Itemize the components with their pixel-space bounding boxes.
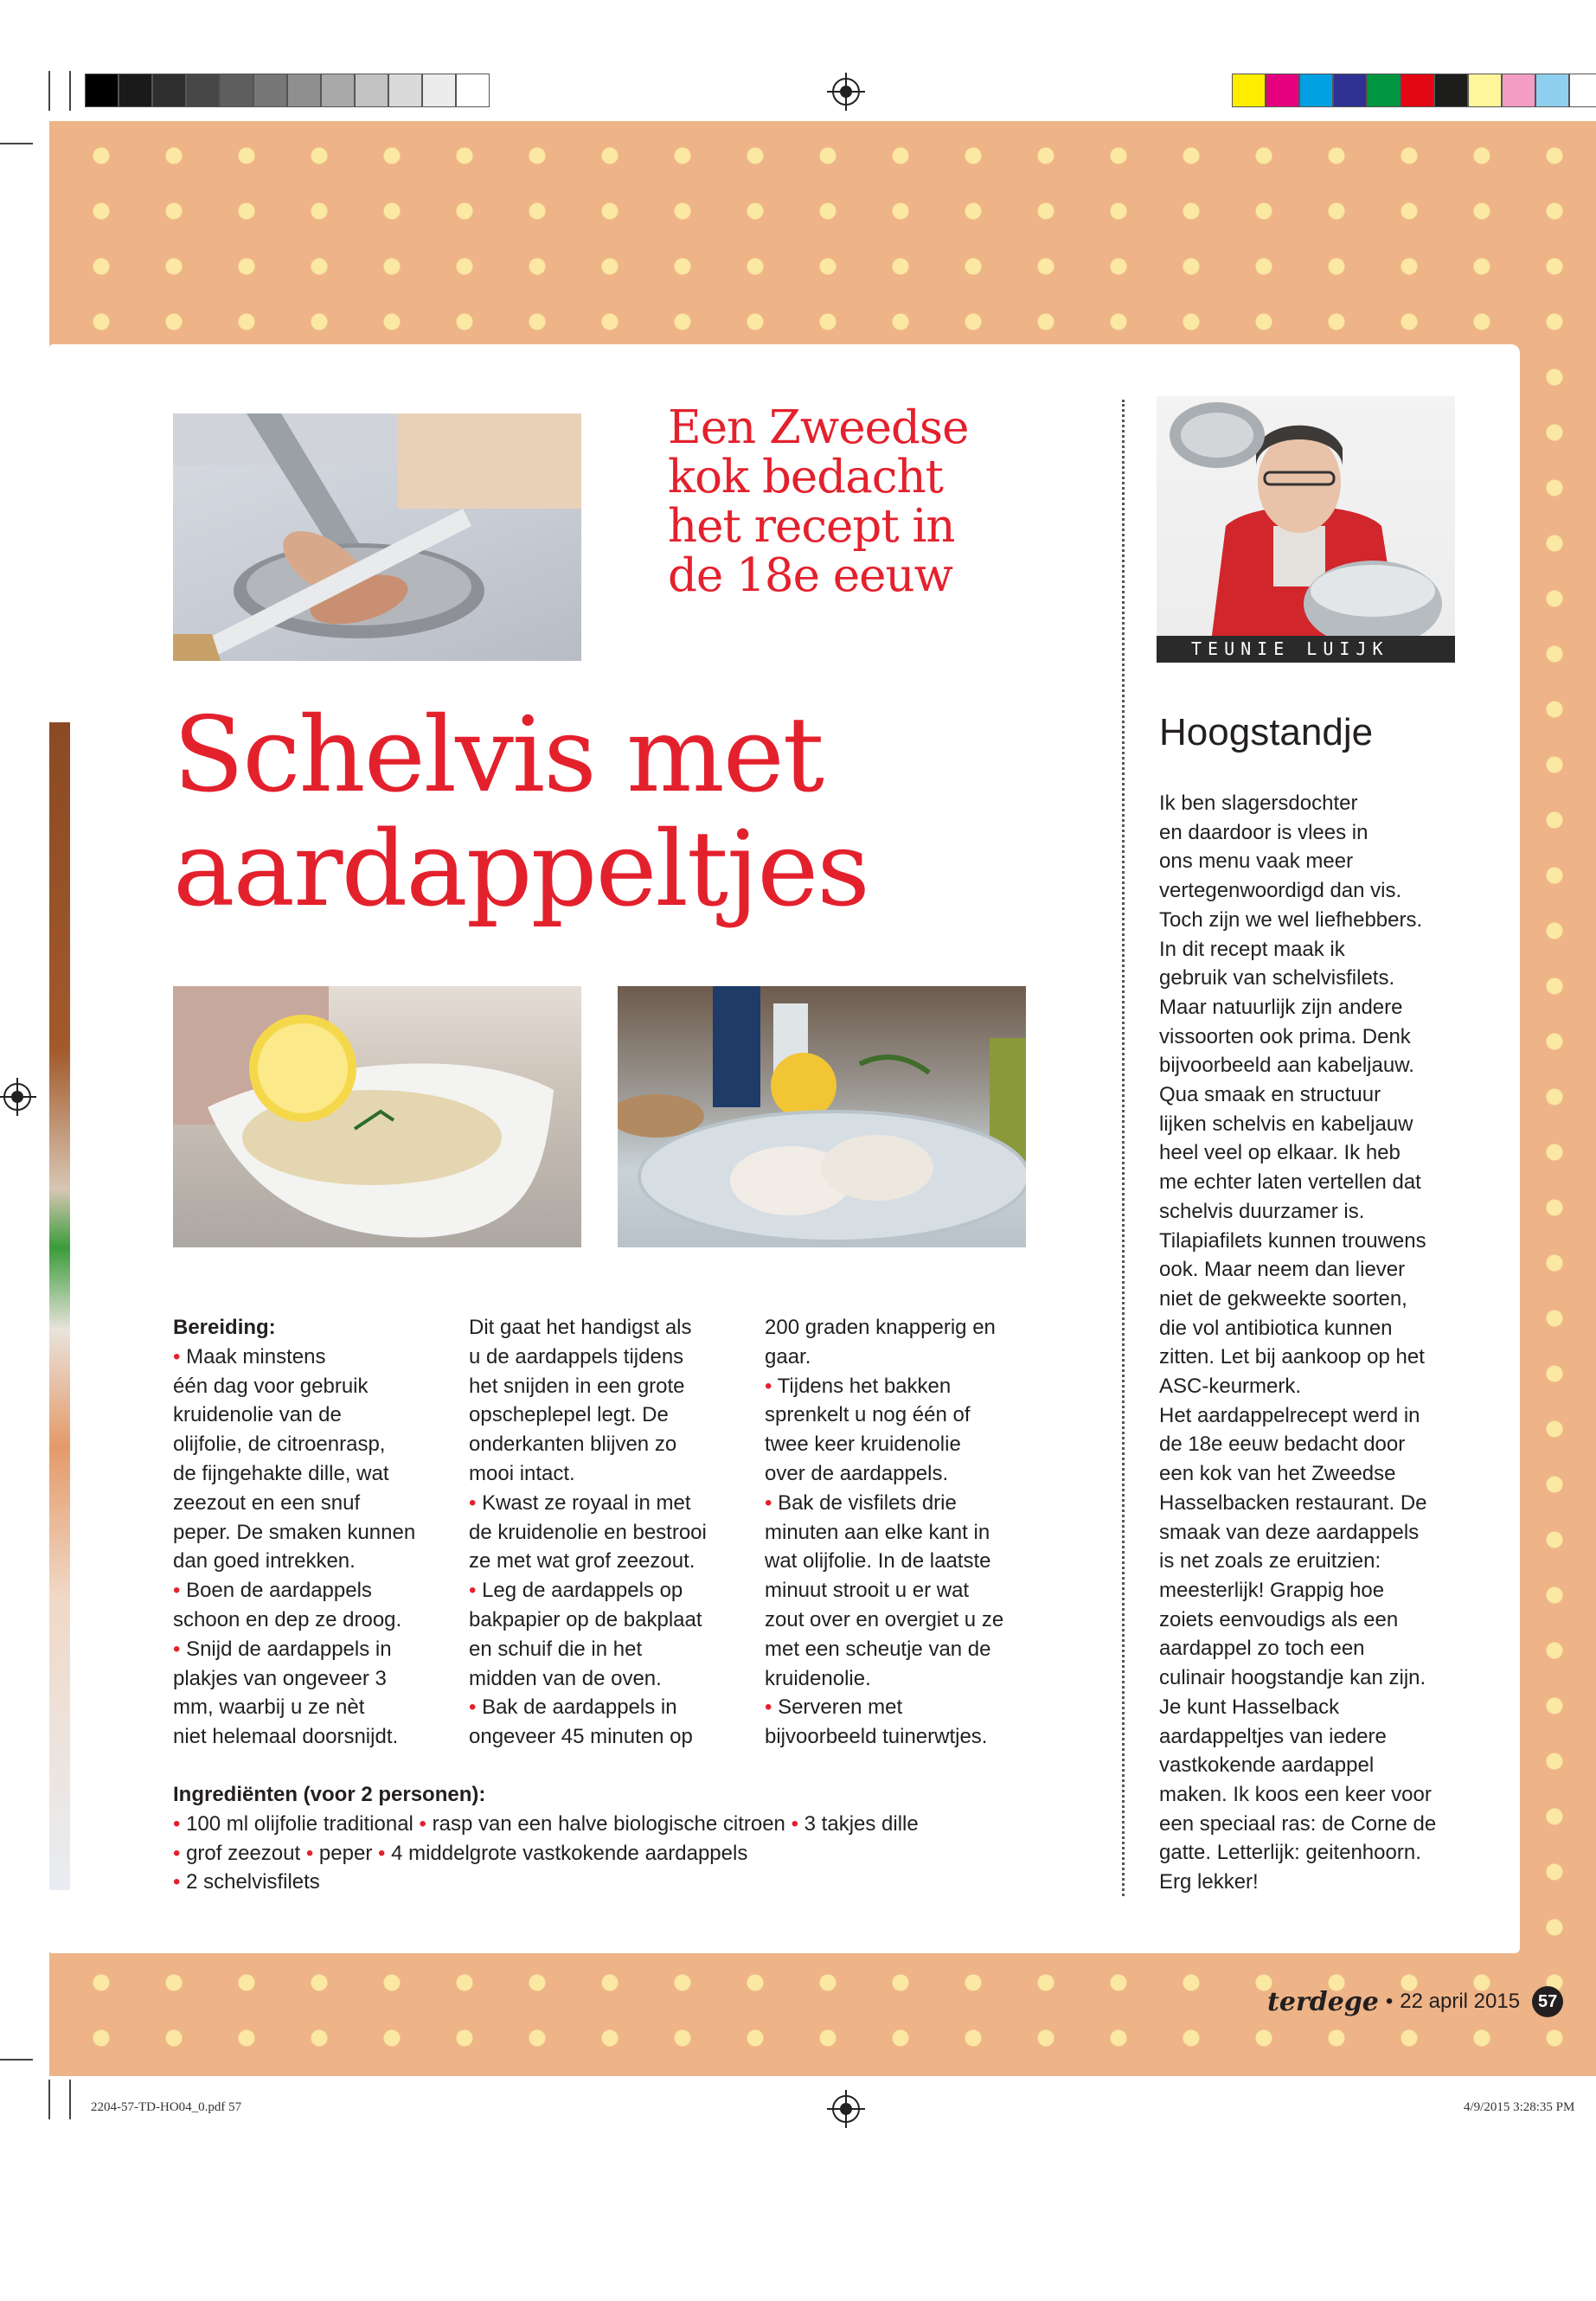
bereiding-line [765,1606,1050,1635]
column-divider [1122,400,1125,1896]
bereiding-line [469,1489,754,1518]
bullet-icon: • [469,1695,483,1720]
bereiding-line [173,1693,458,1722]
sidebar-line: aardappel zo toch een [1159,1637,1365,1661]
bereiding-line [765,1343,1050,1372]
sidebar-line: heel veel op elkaar. Ik heb [1159,1141,1401,1165]
bereiding-line [173,1343,458,1372]
bereiding-text: mooi intact. [469,1461,575,1485]
bereiding-text: wat olijfolie. In de laatste [765,1549,991,1574]
kicker-line: het recept in [668,500,955,553]
bereiding-line [469,1635,754,1664]
bereiding-line [469,1343,754,1372]
bereiding-line [173,1635,458,1664]
bullet-icon: • [413,1811,433,1836]
crop-mark [48,2080,50,2119]
bereiding-text: onderkanten blijven zo [469,1433,677,1457]
sidebar-line: ASC-keurmerk. [1159,1375,1302,1399]
footer-separator: • [1385,1990,1394,2013]
ingredients-line [173,1839,1107,1868]
bereiding-line [173,1489,458,1518]
sidebar-line: zoiets eenvoudigs als een [1159,1607,1399,1631]
bereiding-line [469,1664,754,1694]
bereiding-heading: Bereiding: [173,1316,276,1339]
bereiding-text: 200 graden knapperig en [765,1316,996,1339]
sidebar-line: lijken schelvis en kabeljauw [1159,1112,1413,1136]
bereiding-line [765,1664,1050,1694]
bereiding-line [469,1576,754,1606]
article-title [173,695,1090,930]
ingredients-block [173,1780,1107,1897]
bereiding-text: midden van de oven. [469,1666,662,1690]
bullet-icon: • [173,1344,187,1368]
potato-knife-photo [173,413,581,661]
bereiding-text: zeezout en een snuf [173,1490,361,1515]
color-bar [1232,74,1596,107]
print-slug-file: 2204-57-TD-HO04_0.pdf 57 [91,2100,242,2114]
sidebar-line: zitten. Let bij aankoop op het [1159,1345,1425,1369]
sidebar-line: een kok van het Zweedse [1159,1462,1396,1486]
bereiding-text: Bak de aardappels in [482,1695,677,1720]
kicker-line: de 18e eeuw [668,549,953,602]
bereiding-line [173,1547,458,1576]
sidebar-line: en daardoor is vlees in [1159,820,1368,844]
page-number: 57 [1532,1986,1563,2017]
bullet-icon: • [765,1695,779,1720]
sidebar-line: smaak van deze aardappels [1159,1520,1420,1544]
bullet-icon: • [765,1374,778,1398]
sidebar-line: niet de gekweekte soorten, [1159,1286,1407,1311]
grayscale-bar [85,74,490,107]
bullet-icon: • [300,1841,319,1865]
ingredient-item: peper [318,1841,373,1865]
bereiding-text: twee keer kruidenolie [765,1433,961,1457]
sidebar-line: gatte. Letterlijk: geitenhoorn. [1159,1841,1421,1865]
sidebar-line: Ik ben slagersdochter [1159,792,1358,815]
bereiding-text: u de aardappels tijdens [469,1344,684,1368]
bereiding-line [173,1722,458,1752]
kicker-line: Een Zweedse [668,401,969,454]
bereiding-line [173,1606,458,1635]
bereiding-line [765,1400,1050,1430]
kicker-headline [668,403,1031,600]
bereiding-line [469,1430,754,1459]
sidebar-line: culinair hoogstandje kan zijn. [1159,1666,1426,1690]
bereiding-line [173,1518,458,1548]
sidebar-body [1159,789,1488,1897]
sidebar-line: In dit recept maak ik [1159,937,1345,961]
bereiding-text: kruidenolie van de [173,1403,342,1427]
sidebar-line: Tilapiafilets kunnen trouwens [1159,1228,1426,1253]
left-edge-photo [49,722,70,1890]
bullet-icon: • [173,1637,187,1661]
sidebar-line: aardappeltjes van iedere [1159,1724,1387,1748]
bereiding-line [469,1459,754,1489]
bullet-icon: • [173,1811,187,1836]
bereiding-text: over de aardappels. [765,1461,949,1485]
ingredients-line [173,1868,1107,1897]
crop-mark [0,2059,33,2061]
sidebar-line: vertegenwoordigd dan vis. [1159,879,1402,903]
sidebar-line: ons menu vaak meer [1159,849,1354,874]
sidebar-line: vissoorten ook prima. Denk [1159,1024,1411,1048]
bereiding-column-1 [173,1313,458,1752]
bereiding-column-2 [469,1313,754,1752]
title-line: Schelvis met [173,695,824,816]
bereiding-line [469,1313,754,1343]
bereiding-text: de kruidenolie en bestrooi [469,1520,707,1544]
bereiding-line [469,1400,754,1430]
bereiding-text: opscheplepel legt. De [469,1403,669,1427]
bereiding-text: Boen de aardappels [186,1579,372,1603]
bullet-icon: • [785,1811,804,1836]
bereiding-line [173,1400,458,1430]
bereiding-text: gaar. [765,1344,811,1368]
bullet-icon: • [173,1870,187,1894]
bereiding-text: Serveren met [778,1695,903,1720]
bereiding-text: Snijd de aardappels in [186,1637,392,1661]
bereiding-text: ongeveer 45 minuten op [469,1725,693,1749]
ingredients-line [173,1810,1107,1839]
title-line: aardappeltjes [173,810,869,930]
bereiding-text: sprenkelt u nog één of [765,1403,971,1427]
ingredient-item: 2 schelvisfilets [186,1870,320,1894]
sidebar-line: Qua smaak en structuur [1159,1083,1381,1107]
sidebar-line: me echter laten vertellen dat [1159,1170,1421,1195]
bereiding-line [173,1372,458,1401]
bereiding-line [765,1635,1050,1664]
issue-date: 22 april 2015 [1400,1990,1521,2013]
ingredient-item: grof zeezout [186,1841,301,1865]
registration-mark [832,78,860,106]
sidebar-line: meesterlijk! Grappig hoe [1159,1578,1385,1602]
bereiding-text: peper. De smaken kunnen [173,1520,416,1544]
bereiding-text: kruidenolie. [765,1666,871,1690]
bereiding-text: dan goed intrekken. [173,1549,356,1574]
page-footer [1267,1986,1563,2017]
print-slug-timestamp: 4/9/2015 3:28:35 PM [1464,2100,1575,2114]
bereiding-text: Dit gaat het handigst als [469,1316,692,1339]
ingredients-heading: Ingrediënten (voor 2 personen): [173,1783,486,1806]
crop-mark [48,71,50,111]
registration-mark [3,1083,31,1111]
sauce-lemon-photo [173,986,581,1247]
bereiding-line [173,1576,458,1606]
bereiding-line [469,1606,754,1635]
bereiding-text: Bak de visfilets drie [778,1490,957,1515]
bereiding-line [765,1576,1050,1606]
ingredient-item: rasp van een halve biologische citroen [432,1811,785,1836]
ingredient-item: 3 takjes dille [804,1811,919,1836]
bereiding-text: olijfolie, de citroenrasp, [173,1433,386,1457]
bereiding-column-3 [765,1313,1050,1752]
bullet-icon: • [765,1490,779,1515]
bereiding-line [765,1518,1050,1548]
bereiding-line [173,1430,458,1459]
bullet-icon: • [469,1490,483,1515]
sidebar-line: Erg lekker! [1159,1870,1259,1894]
bereiding-line [173,1459,458,1489]
bereiding-line [765,1372,1050,1401]
bereiding-text: Leg de aardappels op [482,1579,683,1603]
bereiding-line [469,1518,754,1548]
bereiding-text: met een scheutje van de [765,1637,991,1661]
bereiding-text: schoon en dep ze droog. [173,1607,402,1631]
bullet-icon: • [173,1841,187,1865]
sidebar-line: die vol antibiotica kunnen [1159,1316,1393,1340]
bereiding-text: minuten aan elke kant in [765,1520,990,1544]
sidebar-line: maken. Ik koos een keer voor [1159,1782,1432,1806]
bereiding-line [765,1313,1050,1343]
bereiding-line [469,1547,754,1576]
sidebar-line: Je kunt Hasselback [1159,1695,1340,1719]
sidebar-line: ook. Maar neem dan liever [1159,1258,1406,1282]
sidebar-line: bijvoorbeeld aan kabeljauw. [1159,1054,1414,1078]
bullet-icon: • [469,1579,483,1603]
bereiding-text: de fijngehakte dille, wat [173,1461,389,1485]
bereiding-text: Maak minstens [186,1344,326,1368]
sidebar-line: een speciaal ras: de Corne de [1159,1811,1437,1836]
bereiding-text: het snijden in een grote [469,1374,685,1398]
bereiding-line [469,1372,754,1401]
bereiding-line [765,1722,1050,1752]
bereiding-line [469,1722,754,1752]
bullet-icon: • [372,1841,392,1865]
bereiding-text: en schuif die in het [469,1637,643,1661]
bullet-icon: • [173,1579,187,1603]
sidebar-line: vastkokende aardappel [1159,1753,1375,1778]
kicker-line: kok bedacht [668,451,943,503]
bereiding-text: zout over en overgiet u ze [765,1607,1004,1631]
author-name-label: TEUNIE LUIJK [1157,636,1455,663]
bereiding-text: ze met wat grof zeezout. [469,1549,695,1574]
bereiding-line [765,1693,1050,1722]
bereiding-text: minuut strooit u er wat [765,1579,970,1603]
bereiding-text: Tijdens het bakken [777,1374,952,1398]
bereiding-line [765,1489,1050,1518]
sidebar-line: Het aardappelrecept werd in [1159,1403,1420,1427]
ingredient-item: 100 ml olijfolie traditional [186,1811,413,1836]
sidebar-line: Toch zijn we wel liefhebbers. [1159,907,1423,932]
crop-mark [0,143,33,144]
fish-fillets-photo [618,986,1026,1247]
sidebar-line: is net zoals ze eruitzien: [1159,1549,1381,1574]
sidebar-line: Hasselbacken restaurant. De [1159,1490,1427,1515]
author-photo [1157,396,1455,663]
sidebar-line: de 18e eeuw bedacht door [1159,1433,1406,1457]
crop-mark [69,71,71,111]
bereiding-line [765,1430,1050,1459]
ingredient-item: 4 middelgrote vastkokende aardappels [391,1841,748,1865]
bereiding-line [469,1693,754,1722]
bereiding-text: niet helemaal doorsnijdt. [173,1725,399,1749]
bereiding-line [765,1459,1050,1489]
bereiding-text: plakjes van ongeveer 3 [173,1666,387,1690]
bereiding-text: bakpapier op de bakplaat [469,1607,702,1631]
sidebar-line: Maar natuurlijk zijn andere [1159,995,1403,1019]
crop-mark [69,2080,71,2119]
bereiding-text: Kwast ze royaal in met [482,1490,691,1515]
bereiding-text: mm, waarbij u ze nèt [173,1695,365,1720]
bereiding-text: bijvoorbeeld tuinerwtjes. [765,1725,988,1749]
sidebar-heading: Hoogstandje [1159,711,1374,753]
bereiding-line [765,1547,1050,1576]
sidebar-line: gebruik van schelvisfilets. [1159,966,1395,990]
bereiding-text: één dag voor gebruik [173,1374,369,1398]
bereiding-line [173,1664,458,1694]
sidebar-line: schelvis duurzamer is. [1159,1199,1365,1223]
magazine-logo: terdege [1267,1986,1379,2017]
registration-mark [832,2095,860,2123]
